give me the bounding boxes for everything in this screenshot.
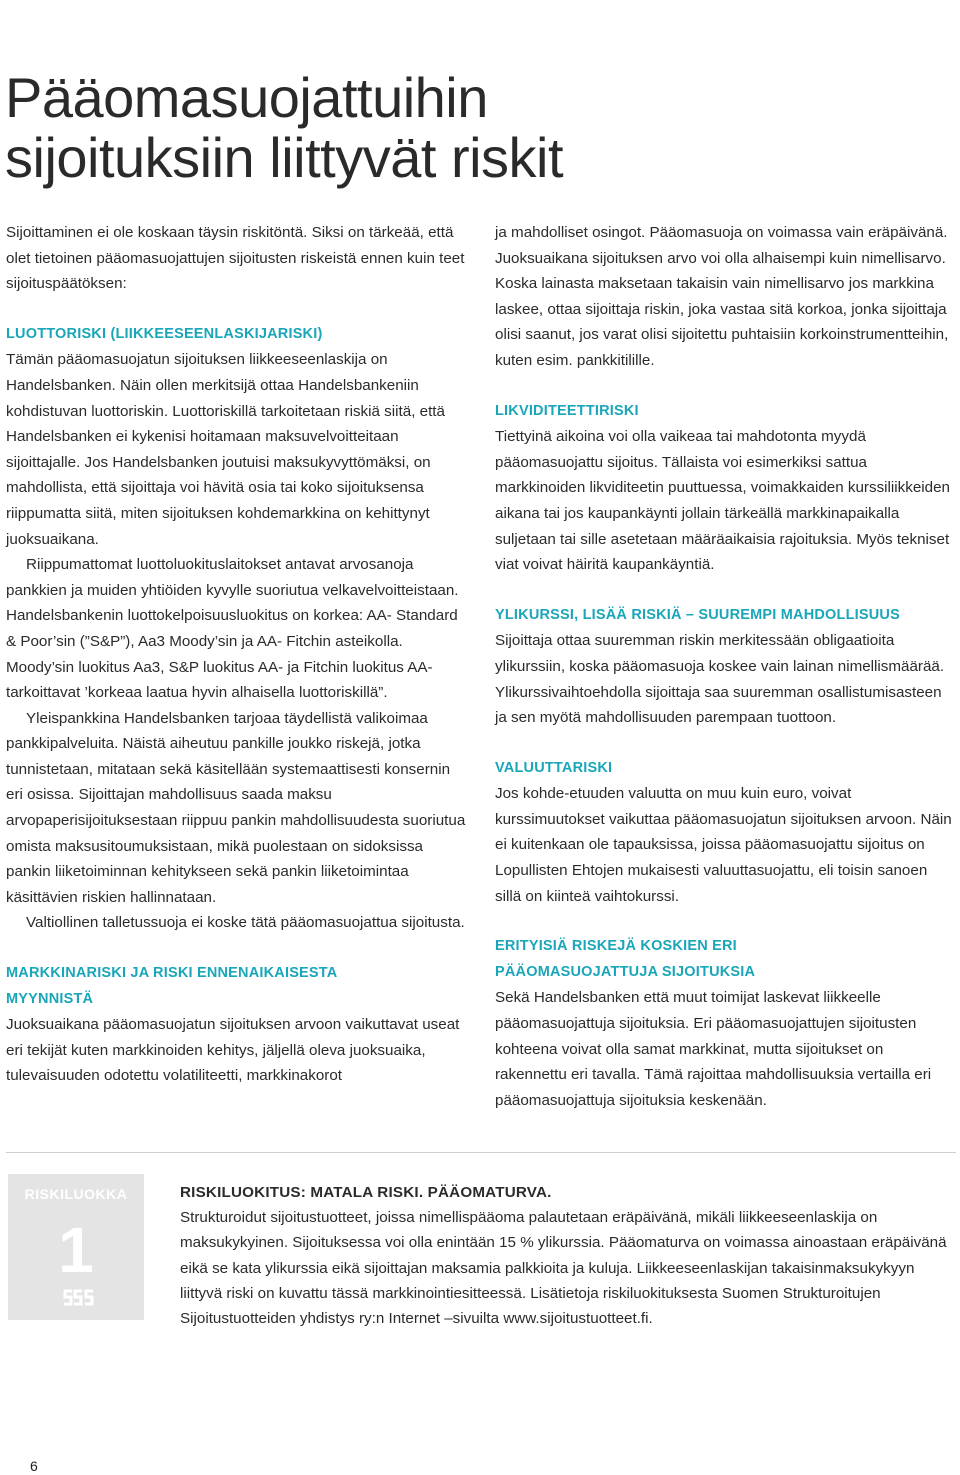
credit-risk-paragraph-2: Riippumattomat luottoluokituslaitokset antavat arvosanoja pankkien ja muiden yhtiöiden kyvylle suoriutua velkavelvoitteistaan. Handelsbankenin luottokelpoisuusluokitus on korkea: AA- Standard & Poor’sin (”S&P”), Aa3 Moody’sin ja AA- Fitchin asteikolla. Moody’sin luokitus Aa3, S&P luokitus AA- ja Fitchin luokitus AA- tarkoittavat ’korkeaa laatua hyvin alhaisella luottoriskillä”. xyxy=(6,556,459,702)
credit-risk-paragraph-4: Valtiollinen talletussuoja ei koske tätä pääomasuojattua sijoitusta. xyxy=(26,914,465,932)
section-divider xyxy=(6,1152,956,1153)
page-title-line-2: sijoituksiin liittyvät riskit xyxy=(5,126,564,189)
credit-risk-paragraph-3: Yleispankkina Handelsbanken tarjoaa täydellistä valikoimaa pankkipalveluita. Näistä aiheutuu pankille joukko riskejä, jotka tunnistetaan, mitataan sekä käsitellään systemaattisesti konsernin eri osissa. Sijoittajan mahdollisuus saada maksu arvopaperisijoituksestaan riippuu pankin mahdollisuudesta suoriutua omista maksusitoumuksistaan, mikä puolestaan on sidoksissa pankin liiketoiminnan kehitykseen sekä pankin liiketoimintaa käsittävien riskien hallinnataan. xyxy=(6,709,466,906)
left-column xyxy=(6,220,468,1089)
liquidity-risk-paragraph: Tiettyinä aikoina voi olla vaikeaa tai mahdotonta myydä pääomasuojattu sijoitus. Tällaista voi esimerkiksi sattua markkinoiden likviditeetin puuttuessa, voimakkaiden kurssiliikkeiden aikana tai jos kaupankäynti jollain tärkeällä markkinapaikalla suljetaan tai sille asetetaan määräaikaisia rajoituksia. Myös tekniset viat voivat häiritä kaupankäyntiä. xyxy=(495,428,951,574)
risk-class-badge-number: 1 xyxy=(58,1214,94,1286)
special-risks-heading-line-2: PÄÄOMASUOJATTUJA SIJOITUKSIA xyxy=(495,963,756,980)
overprice-heading: YLIKURSSI, LISÄÄ RISKIÄ – SUUREMPI MAHDOLLISUUS xyxy=(495,606,900,623)
risk-class-body: Strukturoidut sijoitustuotteet, joissa nimellispääoma palautetaan eräpäivänä, mikäli liikkeeseenlaskija on maksukykyinen. Sijoituksessa voi olla enintään 15 % ylikurssia. Pääomaturva on voimassa ainoastaan eräpäivänä eikä se kata ylikurssia eikä sijoittajan maksamia palkkioita ja kuluja. Liikkeeseenlaskijan takaisinmaksukykyyn liittyvä riski on kuvattu tässä markkinointiesitteessä. Lisätietoja riskiluokituksesta Suomen Strukturoitujen Sijoitustuotteiden yhdistys ry:n Internet –sivuilta www.sijoitustuotteet.fi. xyxy=(180,1209,947,1328)
market-risk-heading-line-1: MARKKINARISKI JA RISKI ENNENAIKAISESTA xyxy=(6,965,338,982)
intro-paragraph: Sijoittaminen ei ole koskaan täysin riskitöntä. Siksi on tärkeää, että olet tietoinen pääomasuojattujen sijoitusten riskeistä ennen kuin teet sijoituspäätöksen: xyxy=(6,224,465,293)
market-risk-paragraph: Juoksuaikana pääomasuojatun sijoituksen arvoon vaikuttavat useat eri tekijät kuten markkinoiden kehitys, jäljellä oleva juoksuaika, tulevaisuuden odotettu volatiliteetti, markkinakorot xyxy=(6,1016,460,1085)
page-title xyxy=(5,68,563,188)
risk-class-description xyxy=(180,1180,950,1331)
risk-class-title: RISKILUOKITUS: MATALA RISKI. PÄÄOMATURVA. xyxy=(180,1184,552,1201)
risk-class-badge-label: RISKILUOKKA xyxy=(24,1186,128,1202)
market-risk-heading-line-2: MYYNNISTÄ xyxy=(6,990,94,1007)
page-number: 6 xyxy=(30,1458,38,1474)
special-risks-heading-line-1: ERITYISIÄ RISKEJÄ KOSKIEN ERI xyxy=(495,938,737,955)
special-risks-paragraph: Sekä Handelsbanken että muut toimijat laskevat liikkeelle pääomasuojattuja sijoituksia. Eri pääomasuojattujen sijoitusten kohteena voivat olla samat markkinat, mutta sijoitukset on rakennettu eri tavalla. Tämä rajoittaa mahdollisuuksia vertailla eri pääomasuojattuja sijoituksia keskenään. xyxy=(495,989,932,1109)
liquidity-risk-heading: LIKVIDITEETTIRISKI xyxy=(495,402,639,419)
page-title-line-1: Pääomasuojattuihin xyxy=(5,66,488,129)
risk-class-badge xyxy=(8,1174,144,1320)
currency-risk-heading: VALUUTTARISKI xyxy=(495,759,613,776)
credit-risk-heading: LUOTTORISKI (LIIKKEESEENLASKIJARISKI) xyxy=(6,325,323,342)
overprice-paragraph: Sijoittaja ottaa suuremman riskin merkitessään obligaatioita ylikurssiin, koska pääomasuoja koskee vain lainan nimellismäärää. Ylikurssivaihtoehdolla sijoittaja saa suuremman osallistumisasteen ja sen myötä mahdollisuuden parempaan tuottoon. xyxy=(495,632,945,727)
currency-risk-paragraph: Jos kohde-etuuden valuutta on muu kuin euro, voivat kurssimuutokset vaikuttaa pääomasuojatun sijoituksen arvoon. Näin ei kuitenkaan ole tapauksissa, joissa pääomasuojattu sijoitus on Lopullisten Ehtojen mukaisesti valuuttasuojattu, eli toisin sanoen sillä on kiinteä vaihtokurssi. xyxy=(495,785,952,905)
right-column xyxy=(495,220,957,1113)
credit-risk-paragraph-1: Tämän pääomasuojatun sijoituksen liikkeeseenlaskija on Handelsbanken. Näin ollen merkitsijä ottaa Handelsbankeniin kohdistuvan luottoriskin. Luottoriskillä tarkoitetaan riskiä siitä, että Handelsbanken ei kykenisi hoitamaan maksuvelvoitteitaan sijoittajalle. Jos Handelsbanken joutuisi maksukyvyttömäksi, on mahdollista, että sijoittaja voi hävitä osia tai koko sijoituksensa riippumatta siitä, miten sijoituksen kohdemarkkina on kehittynyt juoksuaikana. xyxy=(6,351,445,548)
sss-logo-icon xyxy=(62,1286,96,1310)
market-risk-continued: ja mahdolliset osingot. Pääomasuoja on voimassa vain eräpäivänä. Juoksuaikana sijoituksen arvo voi olla alhaisempi kuin nimellisarvo. Koska lainasta maksetaan takaisin vain nimellisarvo jos markkina laskee, ottaa sijoittaja riskin, joka vastaa sitä korkoa, jonka sijoittaja olisi saanut, jos varat olisi sijoitettu puhtaisiin korkoinstrumentteihin, kuten esim. pankkitilille. xyxy=(495,224,949,369)
